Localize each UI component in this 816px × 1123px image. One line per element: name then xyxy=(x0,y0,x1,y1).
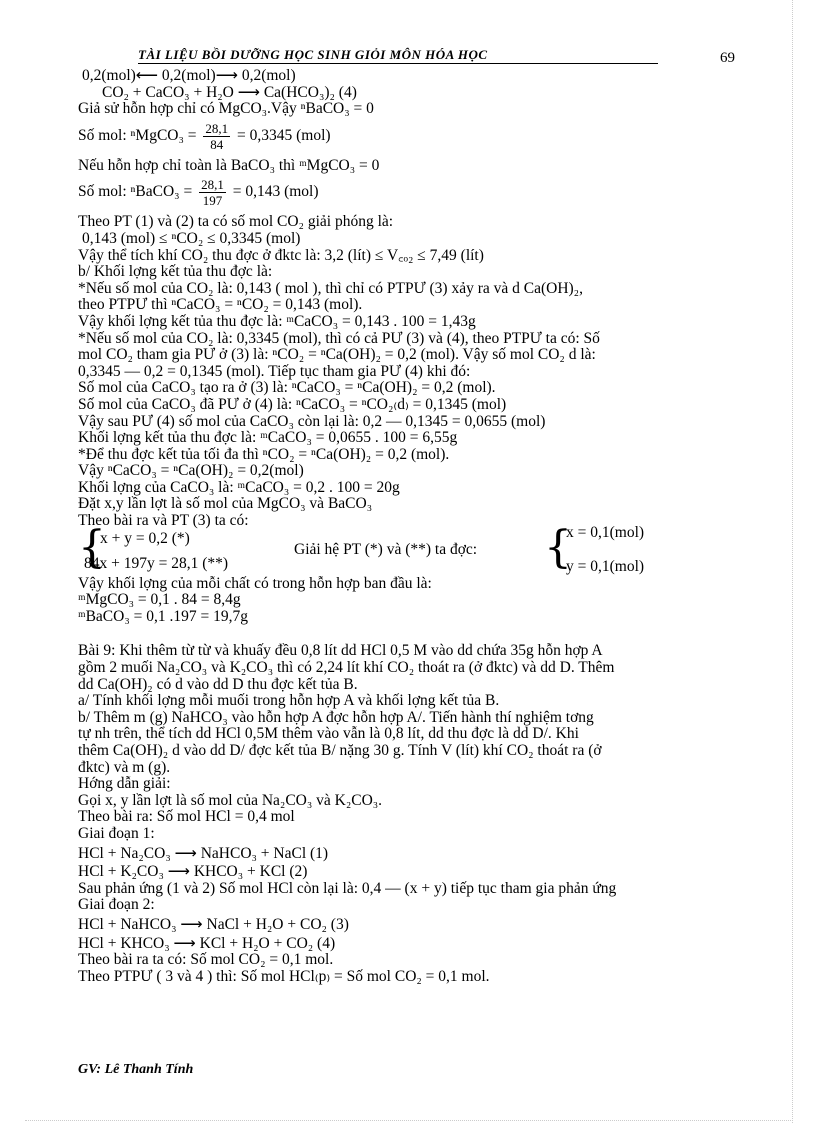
fraction-line xyxy=(78,118,742,154)
text-line: Theo bài ra: Số mol HCl = 0,4 mol xyxy=(78,808,295,826)
text-line: mol CO₂ tham gia PƯ ở (3) là: ⁿCO₂ = ⁿCa(OH)₂ = 0,2 (mol). Vậy số mol CO₂ d là: xyxy=(78,346,596,364)
page-footer: GV: Lê Thanh Tính xyxy=(78,1062,194,1077)
reaction-line: HCl + KHCO₃ ⟶ KCl + H₂O + CO₂ (4) xyxy=(78,934,336,952)
text-line: Nếu hỗn hợp chỉ toàn là BaCO₃ thì ᵐMgCO₃ = 0 xyxy=(78,156,380,174)
header-rule xyxy=(138,63,658,64)
problem-9 xyxy=(78,643,742,985)
system-instruction: Giải hệ PT (*) và (**) ta đợc: xyxy=(294,540,478,558)
text-line: Khối lợng của CaCO₃ là: ᵐCaCO₃ = 0,2 . 100 = 20g xyxy=(78,478,400,496)
text-line: ᵐMgCO₃ = 0,1 . 84 = 8,4g xyxy=(78,591,241,609)
paragraph-solution-a xyxy=(78,214,742,529)
text-line: Hớng dẫn giải: xyxy=(78,775,171,793)
text-line: gồm 2 muối Na₂CO₃ và K₂CO₃ thì có 2,24 lít khí CO₂ thoát ra (ở đktc) và dd D. Thêm xyxy=(78,659,615,677)
text-line: Vậy sau PƯ (4) số mol của CaCO₃ còn lại là: 0,2 — 0,1345 = 0,0655 (mol) xyxy=(78,412,546,430)
text-line: 0,143 (mol) ≤ ⁿCO₂ ≤ 0,3345 (mol) xyxy=(82,229,301,247)
text-line: Theo bài ra và PT (3) ta có: xyxy=(78,512,249,530)
equation-2: 84x + 197y = 28,1 (**) xyxy=(84,554,229,572)
fraction-prefix: Số mol: ⁿMgCO₃ = xyxy=(78,126,197,144)
text-line: *Nếu số mol của CO₂ là: 0,3345 (mol), thì có cả PƯ (3) và (4), theo PTPƯ ta có: Số xyxy=(78,329,600,347)
text-line: Sau phản ứng (1 và 2) Số mol HCl còn lại là: 0,4 — (x + y) tiếp tục tham gia phản ứng xyxy=(78,879,617,897)
text-line: Theo bài ra ta có: Số mol CO₂ = 0,1 mol. xyxy=(78,951,334,969)
text-line: Bài 9: Khi thêm từ từ và khuấy đều 0,8 lít dd HCl 0,5 M vào dd chứa 35g hỗn hợp A xyxy=(78,642,603,660)
reaction-line: HCl + Na₂CO₃ ⟶ NaHCO₃ + NaCl (1) xyxy=(78,844,329,862)
text-line: Theo PT (1) và (2) ta có số mol CO₂ giải phóng là: xyxy=(78,213,394,231)
left-brace: { xyxy=(78,521,106,573)
page-header xyxy=(138,46,658,66)
fraction-numerator: 28,1 xyxy=(205,120,229,136)
fraction xyxy=(199,177,226,208)
text-line: *Để thu đợc kết tủa tối đa thì ⁿCO₂ = ⁿCa(OH)₂ = 0,2 (mol). xyxy=(78,445,450,463)
fraction-line xyxy=(78,174,742,210)
spacer xyxy=(78,625,742,643)
text-line: Gọi x, y lần lợt là số mol của Na₂CO₃ và K₂CO₃. xyxy=(78,791,383,809)
text-line: Vậy ⁿCaCO₃ = ⁿCa(OH)₂ = 0,2(mol) xyxy=(78,462,304,480)
fraction-result: = 0,3345 (mol) xyxy=(237,126,331,144)
text-line: dd Ca(OH)₂ có d vào dd D thu đợc kết tủa B. xyxy=(78,675,358,693)
text-line: Số mol của CaCO₃ tạo ra ở (3) là: ⁿCaCO₃ = ⁿCa(OH)₂ = 0,2 (mol). xyxy=(78,379,496,397)
right-brace: { xyxy=(544,521,572,573)
reaction-line: HCl + K₂CO₃ ⟶ KHCO₃ + KCl (2) xyxy=(78,863,308,881)
document-body xyxy=(78,68,742,985)
text-line: Theo PTPƯ ( 3 và 4 ) thì: Số mol HCl₍p₎ = Số mol CO₂ = 0,1 mol. xyxy=(78,967,490,985)
text-line: Vậy khối lợng của mỗi chất có trong hỗn hợp ban đầu là: xyxy=(78,574,432,592)
header-title: TÀI LIỆU BỒI DƯỠNG HỌC SINH GIỎI MÔN HÓA HỌC xyxy=(138,47,488,62)
text-line: Giai đoạn 2: xyxy=(78,896,155,914)
text-line: tự nh trên, thể tích dd HCl 0,5M thêm vào vẫn là 0,8 lít, dd thu đợc là dd D/. Khi xyxy=(78,725,579,743)
fraction-numerator: 28,1 xyxy=(201,177,224,193)
reaction-line: HCl + NaHCO₃ ⟶ NaCl + H₂O + CO₂ (3) xyxy=(78,915,349,933)
fraction-prefix: Số mol: ⁿBaCO₃ = xyxy=(78,183,193,201)
page-edge-right xyxy=(792,0,793,1123)
text-line: Vậy thể tích khí CO₂ thu đợc ở đktc là: 3,2 (lít) ≤ V꜀ₒ₂ ≤ 7,49 (lít) xyxy=(78,246,484,264)
text-line: Khối lợng kết tủa thu đợc là: ᵐCaCO₃ = 0,0655 . 100 = 6,55g xyxy=(78,429,458,447)
equation-1: x + y = 0,2 (*) xyxy=(100,529,190,547)
text-line: Vậy khối lợng kết tủa thu đợc là: ᵐCaCO₃ = 0,143 . 100 = 1,43g xyxy=(78,312,476,330)
text-line: *Nếu số mol của CO₂ là: 0,143 ( mol ), thì chỉ có PTPƯ (3) xảy ra và d Ca(OH)₂, xyxy=(78,279,583,297)
text-line: CO₂ + CaCO₃ + H₂O ⟶ Ca(HCO₃)₂ (4) xyxy=(102,83,357,101)
text-line: a/ Tính khối lợng mỗi muối trong hỗn hợp A và khối lợng kết tủa B. xyxy=(78,692,500,710)
page-number: 69 xyxy=(720,50,735,66)
text-line: ᵐBaCO₃ = 0,1 .197 = 19,7g xyxy=(78,607,248,625)
text-line: theo PTPƯ thì ⁿCaCO₃ = ⁿCO₂ = 0,143 (mol). xyxy=(78,296,363,314)
text-line: Đặt x,y lần lợt là số mol của MgCO₃ và BaCO₃ xyxy=(78,495,373,513)
text-line: b/ Khối lợng kết tủa thu đợc là: xyxy=(78,263,273,281)
text-line: 0,2(mol)⟵ 0,2(mol)⟶ 0,2(mol) xyxy=(82,67,296,84)
text-line: thêm Ca(OH)₂ d vào dd D/ đợc kết tủa B/ nặng 30 g. Tính V (lít) khí CO₂ thoát ra (ở xyxy=(78,742,602,759)
paragraph-result xyxy=(78,576,742,626)
fraction-denominator: 197 xyxy=(202,193,223,209)
fraction-denominator: 84 xyxy=(210,136,224,152)
text-line: b/ Thêm m (g) NaHCO₃ vào hỗn hợp A đợc hỗn hợp A/. Tiến hành thí nghiệm tơng xyxy=(78,708,594,726)
fraction-result: = 0,143 (mol) xyxy=(232,183,319,201)
fraction xyxy=(203,121,230,152)
text-line: Giả sử hỗn hợp chỉ có MgCO₃.Vậy ⁿBaCO₃ = 0 xyxy=(78,100,374,118)
page-edge-bottom xyxy=(25,1120,791,1121)
solution-x: x = 0,1(mol) xyxy=(566,523,645,541)
text-line: đktc) và m (g). xyxy=(78,758,171,776)
text-line: Giai đoạn 1: xyxy=(78,824,155,842)
text-line: Số mol của CaCO₃ đã PƯ ở (4) là: ⁿCaCO₃ = ⁿCO₂₍d₎ = 0,1345 (mol) xyxy=(78,395,507,413)
solution-y: y = 0,1(mol) xyxy=(566,557,645,575)
text-line: 0,3345 — 0,2 = 0,1345 (mol). Tiếp tục tham gia PƯ (4) khi đó: xyxy=(78,362,471,380)
